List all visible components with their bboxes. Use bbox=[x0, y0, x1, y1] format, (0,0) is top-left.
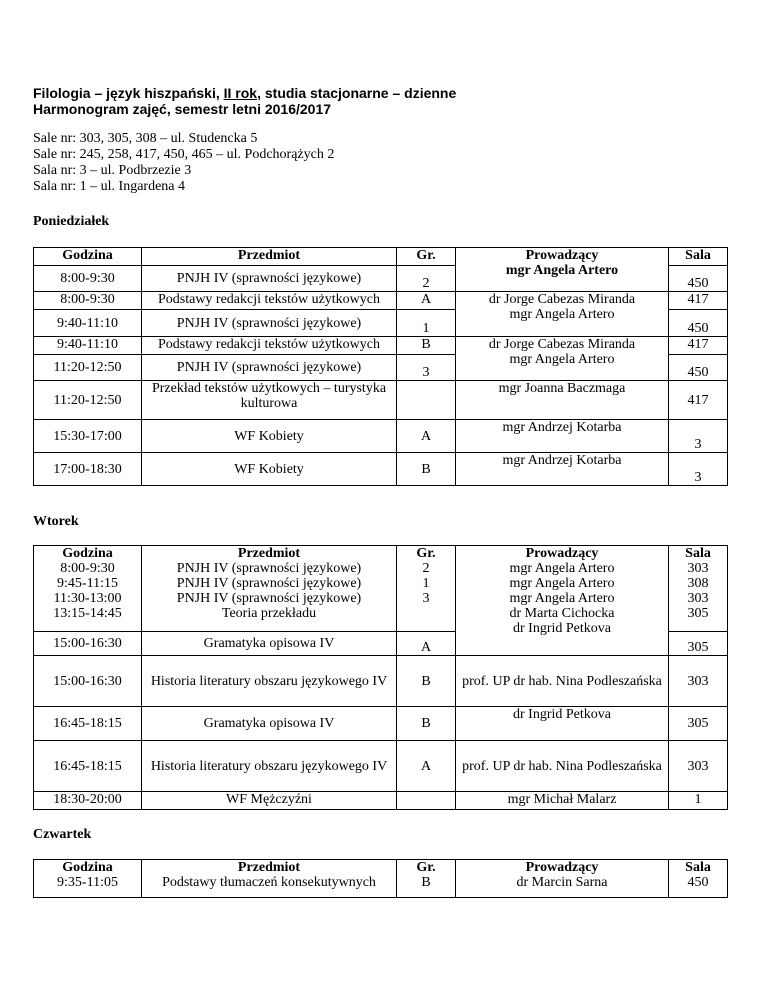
subject-cell: Gramatyka opisowa IV bbox=[142, 632, 397, 656]
room-cell: 303 bbox=[687, 561, 709, 576]
group-cell: 2 bbox=[397, 266, 456, 292]
teacher-block-cell bbox=[456, 546, 669, 656]
teacher-cell: mgr Angela Artero bbox=[509, 591, 615, 606]
teacher-cell: mgr Angela Artero bbox=[505, 263, 619, 278]
table-row bbox=[34, 792, 728, 810]
group-cell: A bbox=[397, 741, 456, 792]
document-subtitle: Harmonogram zajęć, semestr letni 2016/2017 bbox=[33, 101, 332, 117]
room-cell: 450 bbox=[687, 875, 709, 890]
subject-cell: PNJH IV (sprawności językowe) bbox=[176, 561, 362, 576]
room-cell: 417 bbox=[669, 292, 728, 310]
room-cell: 303 bbox=[687, 591, 709, 606]
teacher-cell: mgr Angela Artero bbox=[509, 561, 615, 576]
group-cell: 1 bbox=[422, 576, 430, 591]
time-cell: 11:20-12:50 bbox=[34, 355, 142, 381]
teacher-cell: mgr Angela Artero bbox=[509, 352, 615, 367]
group-cell: 1 bbox=[397, 310, 456, 337]
subject-cell: WF Kobiety bbox=[142, 420, 397, 453]
subject-cell: PNJH IV (sprawności językowe) bbox=[142, 310, 397, 337]
time-cell: 11:30-13:00 bbox=[53, 591, 122, 606]
time-cell: 16:45-18:15 bbox=[34, 741, 142, 792]
time-cell: 16:45-18:15 bbox=[34, 707, 142, 741]
subject-cell: WF Kobiety bbox=[142, 453, 397, 486]
col-header-time: Godzina bbox=[62, 860, 113, 875]
table-row bbox=[34, 337, 728, 355]
group-cell: 3 bbox=[422, 591, 430, 606]
teacher-cell: dr Ingrid Petkova bbox=[513, 621, 611, 636]
subject-cell: PNJH IV (sprawności językowe) bbox=[176, 576, 362, 591]
group-cell: A bbox=[397, 420, 456, 453]
teacher-cell: mgr Joanna Baczmaga bbox=[456, 381, 669, 420]
col-header-group: Gr. bbox=[416, 546, 436, 561]
time-cell: 9:40-11:10 bbox=[34, 310, 142, 337]
teacher-cell: dr Jorge Cabezas Miranda bbox=[488, 337, 636, 352]
group-block-cell bbox=[397, 860, 456, 898]
table-row bbox=[34, 420, 728, 453]
subject-cell: Historia literatury obszaru językowego IV bbox=[142, 656, 397, 707]
col-header-teacher: Prowadzący bbox=[525, 860, 599, 875]
room-line: Sala nr: 1 – ul. Ingardena 4 bbox=[33, 179, 186, 194]
group-block-cell bbox=[397, 546, 456, 632]
table-block-row bbox=[34, 860, 728, 898]
col-header-time: Godzina bbox=[62, 546, 113, 561]
room-cell: 417 bbox=[669, 381, 728, 420]
teacher-cell: dr Marcin Sarna bbox=[516, 875, 608, 890]
room-block-cell bbox=[669, 546, 728, 632]
room-cell: 303 bbox=[669, 656, 728, 707]
subject-cell: PNJH IV (sprawności językowe) bbox=[176, 591, 362, 606]
table-row bbox=[34, 707, 728, 741]
subject-cell: WF Mężczyźni bbox=[142, 792, 397, 810]
teacher-cell-pair bbox=[456, 292, 669, 337]
subject-cell: Gramatyka opisowa IV bbox=[142, 707, 397, 741]
subject-cell: PNJH IV (sprawności językowe) bbox=[142, 266, 397, 292]
room-cell: 1 bbox=[669, 792, 728, 810]
room-line: Sale nr: 303, 305, 308 – ul. Studencka 5 bbox=[33, 131, 258, 146]
day-heading-thursday: Czwartek bbox=[33, 827, 92, 842]
room-cell: 305 bbox=[669, 707, 728, 741]
time-cell: 9:35-11:05 bbox=[57, 875, 118, 890]
room-cell: 450 bbox=[669, 266, 728, 292]
subject-cell: Podstawy tłumaczeń konsekutywnych bbox=[162, 875, 376, 890]
subject-cell: Historia literatury obszaru językowego IV bbox=[142, 741, 397, 792]
room-cell: 308 bbox=[687, 576, 709, 591]
schedule-table-monday bbox=[33, 247, 728, 486]
teacher-cell: prof. UP dr hab. Nina Podleszańska bbox=[456, 741, 669, 792]
teacher-cell: mgr Angela Artero bbox=[509, 307, 615, 322]
group-cell: B bbox=[397, 656, 456, 707]
room-block-cell bbox=[669, 860, 728, 898]
time-cell: 9:40-11:10 bbox=[34, 337, 142, 355]
table-row bbox=[34, 453, 728, 486]
group-cell bbox=[397, 792, 456, 810]
document-title: Filologia – język hiszpański, II rok, studia stacjonarne – dzienne bbox=[33, 85, 457, 101]
schedule-table-thursday bbox=[33, 859, 728, 898]
time-cell: 11:20-12:50 bbox=[34, 381, 142, 420]
group-cell: B bbox=[397, 453, 456, 486]
time-cell: 17:00-18:30 bbox=[34, 453, 142, 486]
teacher-cell: mgr Andrzej Kotarba bbox=[456, 453, 669, 486]
subject-cell: Podstawy redakcji tekstów użytkowych bbox=[142, 337, 397, 355]
col-header-group: Gr. bbox=[416, 860, 436, 875]
teacher-cell: dr Ingrid Petkova bbox=[456, 707, 669, 741]
group-cell bbox=[397, 381, 456, 420]
time-cell: 15:00-16:30 bbox=[34, 656, 142, 707]
room-list bbox=[33, 131, 334, 195]
time-cell: 13:15-14:45 bbox=[53, 606, 122, 621]
time-cell: 15:00-16:30 bbox=[34, 632, 142, 656]
col-header-time: Godzina bbox=[34, 248, 142, 266]
time-cell: 18:30-20:00 bbox=[34, 792, 142, 810]
col-header-subject: Przedmiot bbox=[142, 248, 397, 266]
time-cell: 8:00-9:30 bbox=[60, 561, 115, 576]
group-cell: B bbox=[397, 337, 456, 355]
teacher-cell: mgr Andrzej Kotarba bbox=[456, 420, 669, 453]
col-header-room: Sala bbox=[685, 546, 711, 561]
time-cell: 8:00-9:30 bbox=[34, 266, 142, 292]
subject-block-cell bbox=[142, 860, 397, 898]
group-cell: 2 bbox=[422, 561, 430, 576]
table-row bbox=[34, 656, 728, 707]
day-heading-monday: Poniedziałek bbox=[33, 214, 110, 229]
time-block-cell bbox=[34, 546, 142, 632]
subject-cell: PNJH IV (sprawności językowe) bbox=[142, 355, 397, 381]
subject-block-cell bbox=[142, 546, 397, 632]
subject-cell: Podstawy redakcji tekstów użytkowych bbox=[142, 292, 397, 310]
group-cell: B bbox=[421, 875, 431, 890]
room-line: Sala nr: 3 – ul. Podbrzezie 3 bbox=[33, 163, 192, 178]
time-block-cell bbox=[34, 860, 142, 898]
time-cell: 9:45-11:15 bbox=[57, 576, 118, 591]
group-cell: A bbox=[397, 292, 456, 310]
room-cell: 450 bbox=[669, 310, 728, 337]
table-header-row bbox=[34, 248, 728, 266]
room-cell: 417 bbox=[669, 337, 728, 355]
room-cell: 3 bbox=[669, 453, 728, 486]
col-header-teacher: Prowadzący bbox=[525, 248, 599, 263]
table-row bbox=[34, 292, 728, 310]
group-cell: B bbox=[397, 707, 456, 741]
table-row bbox=[34, 381, 728, 420]
teacher-block-cell bbox=[456, 860, 669, 898]
table-block-row bbox=[34, 546, 728, 632]
col-header-room: Sala bbox=[685, 860, 711, 875]
group-cell: A bbox=[397, 632, 456, 656]
room-cell: 3 bbox=[669, 420, 728, 453]
teacher-cell: mgr Angela Artero bbox=[509, 576, 615, 591]
group-cell: 3 bbox=[397, 355, 456, 381]
subject-cell: Teoria przekładu bbox=[221, 606, 317, 621]
teacher-header-cell bbox=[456, 248, 669, 292]
time-cell: 8:00-9:30 bbox=[34, 292, 142, 310]
room-line: Sale nr: 245, 258, 417, 450, 465 – ul. Podchorążych 2 bbox=[33, 147, 335, 162]
time-cell: 15:30-17:00 bbox=[34, 420, 142, 453]
teacher-cell-pair bbox=[456, 337, 669, 381]
room-cell: 303 bbox=[669, 741, 728, 792]
subject-cell: Przekład tekstów użytkowych – turystyka kulturowa bbox=[142, 381, 397, 420]
col-header-subject: Przedmiot bbox=[237, 546, 301, 561]
room-cell: 450 bbox=[669, 355, 728, 381]
table-row bbox=[34, 741, 728, 792]
day-heading-tuesday: Wtorek bbox=[33, 514, 79, 529]
teacher-cell: prof. UP dr hab. Nina Podleszańska bbox=[456, 656, 669, 707]
teacher-cell: dr Jorge Cabezas Miranda bbox=[488, 292, 636, 307]
schedule-table-tuesday bbox=[33, 545, 728, 810]
room-cell: 305 bbox=[687, 606, 709, 621]
teacher-cell: mgr Michał Malarz bbox=[456, 792, 669, 810]
col-header-teacher: Prowadzący bbox=[525, 546, 599, 561]
col-header-group: Gr. bbox=[397, 248, 456, 266]
room-cell: 305 bbox=[669, 632, 728, 656]
col-header-subject: Przedmiot bbox=[237, 860, 301, 875]
col-header-room: Sala bbox=[669, 248, 728, 266]
teacher-cell: dr Marta Cichocka bbox=[509, 606, 615, 621]
